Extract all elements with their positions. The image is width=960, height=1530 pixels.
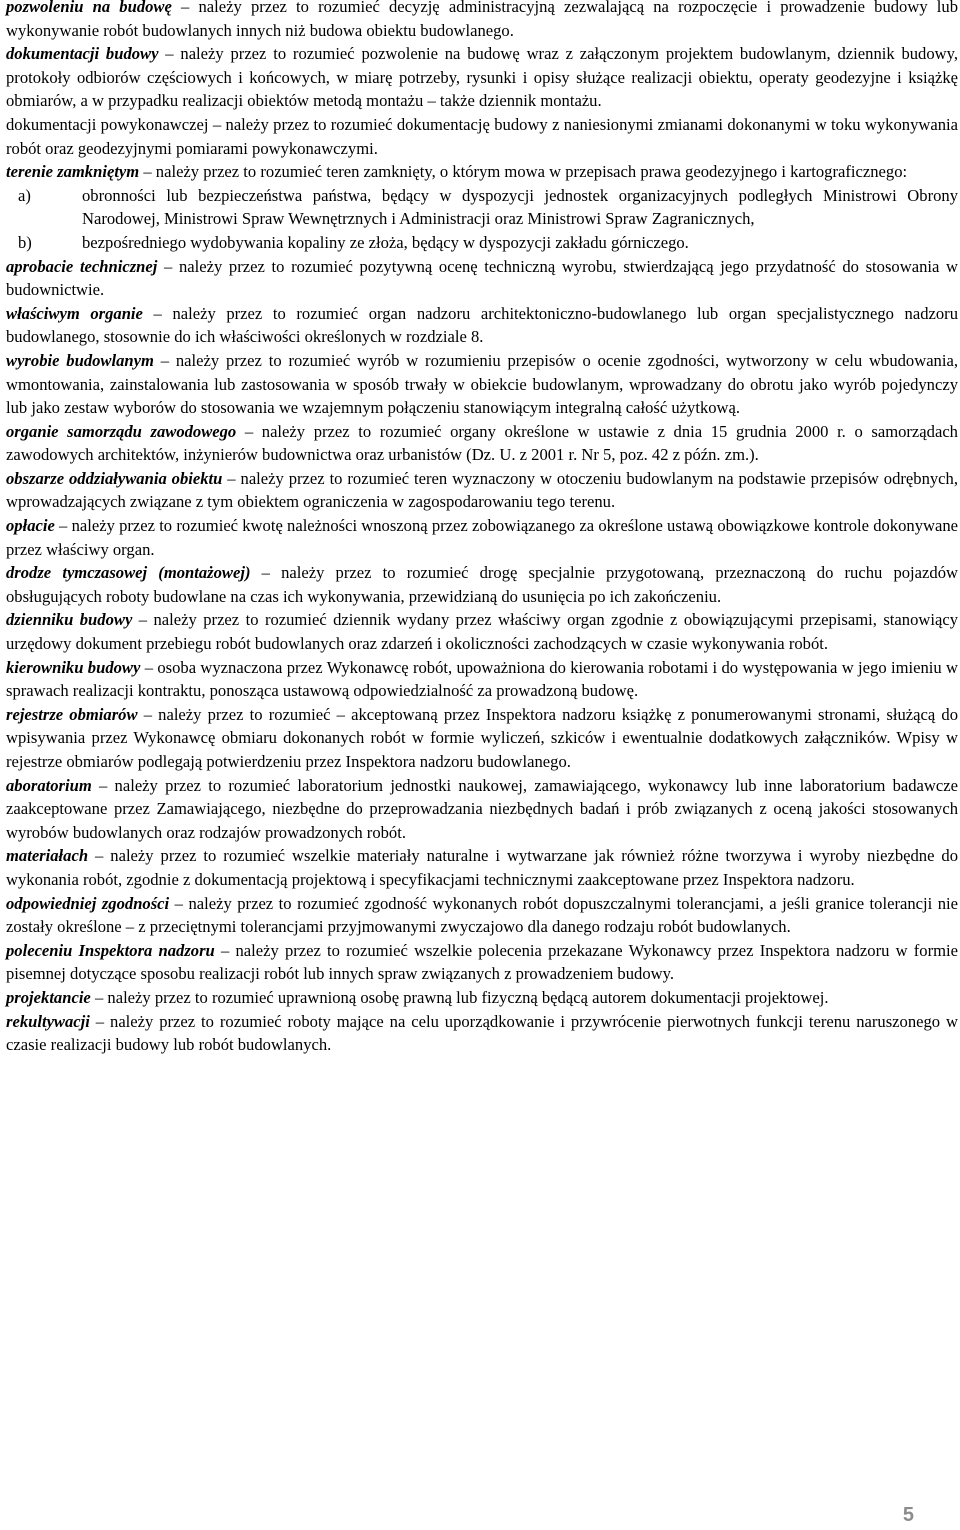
list-item-text: obronności lub bezpieczeństwa państwa, będący w dyspozycji jednostek organizacyjnych podległych Ministrowi Obrony Narodowej, Ministrowi Spraw Wewnętrznych i Administracji oraz Ministrowi Spraw Zagranicznych, xyxy=(82,185,958,229)
definition-text: – należy przez to rozumieć drogę specjalnie przygotowaną, przeznaczoną do ruchu pojazdów obsługujących roboty budowlane na czas ich wykonywania, przewidzianą do usunięcia po ich zakończeniu. xyxy=(6,563,958,606)
list-item xyxy=(6,231,958,255)
definition-term: dokumentacji budowy xyxy=(6,44,159,64)
definition-entry xyxy=(6,608,958,655)
definition-term: rejestrze obmiarów xyxy=(6,704,138,724)
definition-text: – należy przez to rozumieć dokumentację budowy z naniesionymi zmianami dokonanymi w toku wykonywania robót oraz geodezyjnymi pomiarami powykonawczymi. xyxy=(6,114,958,158)
definition-term: drodze tymczasowej (montażowej) xyxy=(6,563,251,583)
definition-text: – należy przez to rozumieć wszelkie materiały naturalne i wytwarzane jak również różne tworzywa i wyroby niezbędne do wykonania robót, zgodnie z dokumentacją projektową i specyfikacjami technicznymi zaakceptowane przez Inspektora nadzoru. xyxy=(6,846,958,889)
definition-text: – należy przez to rozumieć organy określone w ustawie z dnia 15 grudnia 2000 r. o samorządach zawodowych architektów, inżynierów budownictwa oraz urbanistów (Dz. U. z 2001 r. Nr 5, poz. 42 z późn. zm.). xyxy=(6,421,958,465)
definition-term: aboratorium xyxy=(6,775,92,795)
definition-text: – należy przez to rozumieć pozytywną ocenę techniczną wyrobu, stwierdzającą jego przydatność do stosowania w budownictwie. xyxy=(6,256,958,300)
definition-entry xyxy=(6,703,958,774)
definition-entry xyxy=(6,349,958,420)
definition-text: – należy przez to rozumieć laboratorium jednostki naukowej, zamawiającego, wykonawcy lub inne laboratorium badawcze zaakceptowane przez Zamawiającego, niezbędne do przeprowadzania niezbędnych badań i prób związanych z oceną jakości stosowanych wyrobów budowlanych oraz rodzajów prowadzonych robót. xyxy=(6,775,958,842)
definition-text: – należy przez to rozumieć dziennik wydany przez właściwy organ zgodnie z obowiązującymi przepisami, stanowiący urzędowy dokument przebiegu robót budowlanych oraz zdarzeń i okoliczności zachodzących w czasie wykonywania robót. xyxy=(6,610,958,654)
definition-term: pozwoleniu na budowę xyxy=(6,0,172,16)
document-page xyxy=(6,0,958,1057)
definition-text: – osoba wyznaczona przez Wykonawcę robót, upoważniona do kierowania robotami i do występowania w jego imieniu w sprawach realizacji kontraktu, ponosząca ustawową odpowiedzialność za prowadzoną budowę. xyxy=(6,657,958,701)
list-item-text: bezpośredniego wydobywania kopaliny ze złoża, będący w dyspozycji zakładu górniczego. xyxy=(82,232,689,252)
definition-entry xyxy=(6,1010,958,1057)
definition-entry xyxy=(6,939,958,986)
definition-term: dzienniku budowy xyxy=(6,610,133,630)
definition-term: materiałach xyxy=(6,846,89,866)
list-marker: b) xyxy=(18,232,32,252)
definition-term: aprobacie technicznej xyxy=(6,256,158,276)
definition-term: kierowniku budowy xyxy=(6,657,141,677)
definition-entry xyxy=(6,302,958,349)
definition-entry xyxy=(6,986,958,1010)
definition-text: – należy przez to rozumieć decyzję administracyjną zezwalającą na rozpoczęcie i prowadzenie budowy lub wykonywanie robót budowlanych innych niż budowa obiektu budowlanego. xyxy=(6,0,958,40)
definition-entry xyxy=(6,467,958,514)
definition-entry xyxy=(6,844,958,891)
definition-text: – należy przez to rozumieć pozwolenie na budowę wraz z załączonym projektem budowlanym, dziennik budowy, protokoły odbiorów częściowych i końcowych, w miarę potrzeby, rysunki i opisy służące realizacji obiektu, operaty geodezyjne i książkę obmiarów, a w przypadku realizacji obiektów metodą montażu – także dziennik montażu. xyxy=(6,44,958,111)
definition-entry xyxy=(6,113,958,160)
definition-entry xyxy=(6,561,958,608)
list-item xyxy=(6,184,958,231)
definition-entry xyxy=(6,774,958,845)
definition-text: – należy przez to rozumieć roboty mające na celu uporządkowanie i przywrócenie pierwotnych funkcji terenu naruszonego w czasie realizacji budowy lub robót budowlanych. xyxy=(6,1011,958,1055)
definition-term: wyrobie budowlanym xyxy=(6,350,154,370)
definition-entry xyxy=(6,42,958,113)
definition-entry xyxy=(6,0,958,42)
definition-text: – należy przez to rozumieć uprawnioną osobę prawną lub fizyczną będącą autorem dokumentacji projektowej. xyxy=(90,987,829,1007)
closed-area-list xyxy=(6,184,958,255)
definition-text: – należy przez to rozumieć kwotę należności wnoszoną przez zobowiązanego za określone ustawą obowiązkowe kontrole dokonywane przez właściwy organ. xyxy=(6,516,958,559)
definition-term: odpowiedniej zgodności xyxy=(6,893,170,913)
definition-term: dokumentacji powykonawczej xyxy=(6,114,209,134)
definition-term: obszarze oddziaływania obiektu xyxy=(6,468,223,488)
definition-term: rekultywacji xyxy=(6,1011,90,1031)
definition-term: organie samorządu zawodowego xyxy=(6,421,237,441)
definition-entry xyxy=(6,656,958,703)
definition-entry xyxy=(6,255,958,302)
page-number: 5 xyxy=(902,1504,914,1527)
definition-term: terenie zamkniętym xyxy=(6,162,140,182)
definition-entry xyxy=(6,160,958,184)
definition-term: właściwym organie xyxy=(6,303,143,323)
definition-entry xyxy=(6,514,958,561)
definition-term: poleceniu Inspektora nadzoru xyxy=(6,940,215,960)
definition-term: projektancie xyxy=(6,987,91,1007)
definition-entry xyxy=(6,420,958,467)
definition-text: – należy przez to rozumieć teren zamknięty, o którym mowa w przepisach prawa geodezyjnego i kartograficznego: xyxy=(139,162,908,182)
definition-term: opłacie xyxy=(6,516,55,536)
definition-text: – należy przez to rozumieć – akceptowaną przez Inspektora nadzoru książkę z ponumerowanymi stronami, służącą do wpisywania przez Wykonawcę obmiaru dokonanych robót w formie wyliczeń, szkiców i ewentualnie dodatkowych załączników. Wpisy w rejestrze obmiarów podlegają potwierdzeniu przez Inspektora nadzoru budowlanego. xyxy=(6,704,958,771)
definition-entry xyxy=(6,892,958,939)
definition-text: – należy przez to rozumieć zgodność wykonanych robót dopuszczalnymi tolerancjami, a jeśli granice tolerancji nie zostały określone – z przeciętnymi tolerancjami przyjmowanymi zwyczajowo dla danego rodzaju robót budowlanych. xyxy=(6,893,958,937)
definition-text: – należy przez to rozumieć teren wyznaczony w otoczeniu budowlanym na podstawie przepisów odrębnych, wprowadzających związane z tym obiektem ograniczenia w zagospodarowaniu tego terenu. xyxy=(6,468,958,512)
definition-text: – należy przez to rozumieć wyrób w rozumieniu przepisów o ocenie zgodności, wytworzony w celu wbudowania, wmontowania, zainstalowania lub zastosowania w sposób trwały w obiekcie budowlanym, wprowadzany do obrotu jako wyrób pojedynczy lub jako zestaw wyborów do stosowania we wzajemnym połączeniu stanowiącym integralną całość użytkową. xyxy=(6,350,958,418)
definition-text: – należy przez to rozumieć organ nadzoru architektoniczno-budowlanego lub organ specjalistycznego nadzoru budowlanego, stosownie do ich właściwości określonych w rozdziale 8. xyxy=(6,303,958,347)
list-marker: a) xyxy=(18,185,31,205)
definition-text: – należy przez to rozumieć wszelkie polecenia przekazane Wykonawcy przez Inspektora nadzoru w formie pisemnej dotyczące sposobu realizacji robót lub innych spraw związanych z prowadzeniem budowy. xyxy=(6,940,958,984)
